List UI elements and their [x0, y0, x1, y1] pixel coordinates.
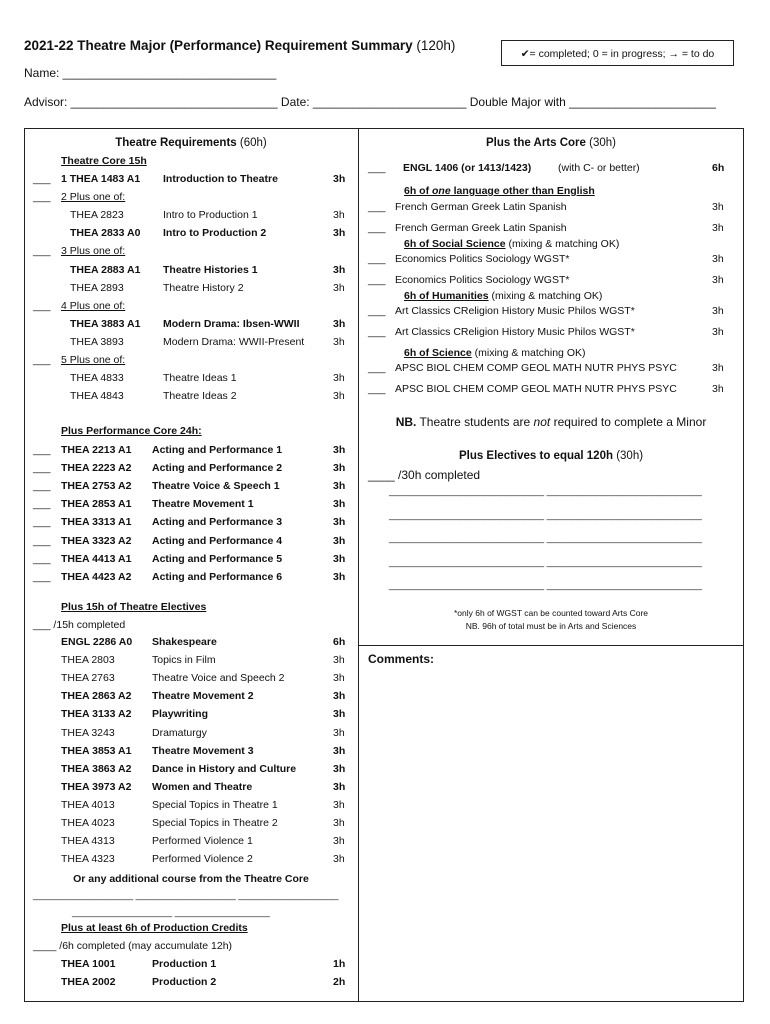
- course-name: Theatre Voice & Speech 1: [152, 480, 280, 493]
- theatre-core-heading: Theatre Core 15h: [61, 155, 147, 167]
- course-name: Shakespeare: [152, 636, 217, 648]
- course-code: THEA 2853 A1: [61, 498, 132, 511]
- course-code: THEA 4833: [70, 372, 124, 385]
- course-hours: 2h: [333, 976, 346, 988]
- course-options: Economics Politics Sociology WGST*: [395, 274, 570, 286]
- arts-core-heading: Plus the Arts Core (30h): [486, 137, 616, 149]
- checkbox-blank[interactable]: ___: [368, 201, 386, 213]
- course-code: THEA 2002: [61, 976, 116, 988]
- course-hours: 3h: [333, 690, 346, 703]
- course-code: THEA 3883 A1: [70, 317, 141, 330]
- course-hours: 3h: [333, 762, 346, 775]
- course-hours: 3h: [712, 305, 724, 317]
- course-hours: 3h: [333, 209, 345, 222]
- course-hours: 3h: [333, 462, 346, 475]
- course-options: French German Greek Latin Spanish: [395, 222, 567, 234]
- course-code: THEA 2753 A2: [61, 480, 132, 493]
- electives-120h-heading: Plus Electives to equal 120h (30h): [458, 450, 644, 462]
- course-hours: 3h: [333, 227, 346, 240]
- checkbox-blank[interactable]: ___: [33, 552, 51, 565]
- course-hours: 3h: [333, 654, 345, 667]
- course-name: Acting and Performance 4: [152, 534, 283, 547]
- checkbox-blank[interactable]: ___: [368, 274, 386, 286]
- course-name: Theatre Histories 1: [163, 263, 258, 276]
- additional-course-note: Or any additional course from the Theatre Core: [73, 873, 309, 885]
- course-code: 2 Plus one of:: [61, 191, 126, 204]
- course-hours: 3h: [712, 201, 724, 213]
- course-hours: 3h: [333, 317, 346, 330]
- course-hours: 1h: [333, 958, 346, 970]
- course-code: THEA 3853 A1: [61, 744, 132, 757]
- course-code: THEA 2803: [61, 654, 115, 667]
- checkbox-blank[interactable]: ___: [33, 480, 51, 493]
- status-legend: ✔= completed; 0 = in progress; → = to do: [501, 40, 734, 66]
- checkbox-blank[interactable]: ___: [33, 444, 51, 456]
- name-field[interactable]: Name: ________________________________: [24, 66, 277, 80]
- course-options: APSC BIOL CHEM COMP GEOL MATH NUTR PHYS PSYC: [395, 362, 677, 374]
- course-options: Art Classics CReligion History Music Philos WGST*: [395, 305, 635, 317]
- course-hours: 3h: [333, 853, 345, 866]
- advisor-date-double-major-line[interactable]: Advisor: _______________________________ Date: _______________________ Double Major with ______________________: [24, 95, 716, 109]
- course-hours: 3h: [333, 498, 346, 511]
- course-name: Theatre Movement 3: [152, 744, 254, 757]
- electives-30h-completed-field[interactable]: ____ /30h completed: [368, 468, 481, 482]
- course-hours: 3h: [333, 480, 346, 493]
- course-hours: 6h: [333, 636, 346, 648]
- course-note: (with C- or better): [558, 162, 640, 174]
- course-hours: 3h: [712, 222, 724, 234]
- course-code: THEA 3313 A1: [61, 516, 132, 529]
- course-code: 5 Plus one of:: [61, 354, 126, 366]
- checkbox-blank[interactable]: ___: [368, 326, 386, 338]
- elective-blank-line[interactable]: _______________________________ _______________________________: [389, 509, 702, 520]
- comments-divider: [358, 645, 744, 646]
- course-name: Special Topics in Theatre 1: [152, 798, 278, 811]
- course-name: Women and Theatre: [152, 780, 253, 793]
- elective-blank-line[interactable]: _______________________________ _______________________________: [389, 580, 702, 590]
- course-code: THEA 2213 A1: [61, 444, 132, 456]
- comments-label: Comments:: [368, 652, 435, 666]
- course-name: Intro to Production 1: [163, 209, 258, 222]
- performance-core-heading: Plus Performance Core 24h:: [61, 425, 202, 437]
- checkbox-blank[interactable]: ___: [33, 299, 51, 312]
- course-code: THEA 4013: [61, 798, 115, 811]
- checkbox-blank[interactable]: ___: [33, 570, 51, 583]
- checkbox-blank[interactable]: ___: [33, 191, 51, 204]
- course-code: THEA 1001: [61, 958, 116, 970]
- course-code: THEA 4413 A1: [61, 552, 132, 565]
- elective-blank-line[interactable]: _______________________________ _______________________________: [389, 556, 702, 567]
- course-hours: 3h: [333, 672, 345, 685]
- production-credits-heading: Plus at least 6h of Production Credits: [61, 922, 248, 934]
- course-name: Production 1: [152, 958, 217, 970]
- course-name: Modern Drama: Ibsen-WWII: [163, 317, 300, 330]
- course-name: Special Topics in Theatre 2: [152, 817, 278, 829]
- course-options: French German Greek Latin Spanish: [395, 201, 567, 213]
- elective-blank-line[interactable]: _______________________________ _______________________________: [389, 533, 702, 543]
- course-name: Performed Violence 2: [152, 853, 253, 866]
- minor-note: NB. Theatre students are not required to complete a Minor: [395, 415, 707, 429]
- course-code: THEA 4323: [61, 853, 115, 866]
- course-code: 3 Plus one of:: [61, 245, 126, 258]
- course-hours: 3h: [333, 798, 345, 811]
- course-code: ENGL 2286 A0: [61, 636, 133, 648]
- course-hours: 3h: [333, 534, 346, 547]
- course-code: ENGL 1406 (or 1413/1423): [403, 162, 532, 174]
- course-hours: 3h: [333, 516, 346, 529]
- course-name: Acting and Performance 2: [152, 462, 283, 475]
- production-completed-field[interactable]: ____ /6h completed (may accumulate 12h): [33, 940, 233, 952]
- theatre-requirements-heading: Theatre Requirements (60h): [115, 137, 267, 149]
- course-hours: 3h: [333, 708, 346, 721]
- course-name: Dramaturgy: [152, 726, 207, 739]
- course-name: Theatre Movement 1: [152, 498, 254, 511]
- course-code: THEA 4313: [61, 835, 115, 848]
- checkbox-blank[interactable]: ___: [33, 534, 51, 547]
- checkbox-blank[interactable]: ___: [368, 383, 386, 395]
- checkbox-blank[interactable]: ___: [33, 173, 51, 185]
- theatre-electives-heading: Plus 15h of Theatre Electives: [61, 601, 207, 613]
- course-hours: 3h: [333, 744, 346, 757]
- course-name: Performed Violence 1: [152, 835, 253, 848]
- checkbox-blank[interactable]: ___: [33, 516, 51, 529]
- checkbox-blank[interactable]: ___: [368, 305, 386, 317]
- course-name: Intro to Production 2: [163, 227, 267, 240]
- checkbox-blank[interactable]: ___: [33, 354, 51, 366]
- course-hours: 3h: [712, 253, 724, 265]
- language-heading: 6h of one language other than English: [404, 185, 595, 197]
- additional-course-blank-2[interactable]: ____________________ ___________________: [72, 907, 270, 917]
- course-hours: 3h: [333, 335, 345, 348]
- course-name: Acting and Performance 1: [152, 444, 283, 456]
- course-code: THEA 3973 A2: [61, 780, 132, 793]
- course-code: THEA 2833 A0: [70, 227, 141, 240]
- science-heading: 6h of Science (mixing & matching OK): [404, 347, 586, 359]
- course-name: Theatre Voice and Speech 2: [152, 672, 285, 685]
- course-code: THEA 2863 A2: [61, 690, 132, 703]
- course-name: Acting and Performance 3: [152, 516, 283, 529]
- course-name: Acting and Performance 5: [152, 552, 283, 565]
- course-hours: 3h: [333, 263, 346, 276]
- course-hours: 3h: [712, 274, 724, 286]
- checkbox-blank[interactable]: ___: [33, 498, 51, 511]
- course-hours: 3h: [333, 390, 345, 403]
- checkbox-blank[interactable]: ___: [33, 462, 51, 475]
- course-name: Playwriting: [152, 708, 209, 721]
- course-name: Dance in History and Culture: [152, 762, 297, 775]
- checkbox-blank[interactable]: ___: [368, 253, 386, 265]
- checkbox-blank[interactable]: ___: [33, 245, 51, 258]
- course-name: Theatre History 2: [163, 281, 244, 294]
- course-name: Introduction to Theatre: [163, 173, 278, 185]
- column-divider: [358, 128, 359, 1002]
- course-code: THEA 3863 A2: [61, 762, 132, 775]
- course-hours: 6h: [712, 162, 725, 174]
- wgst-footnote: *only 6h of WGST can be counted toward Arts Core: [453, 608, 649, 618]
- course-hours: 3h: [333, 552, 346, 565]
- course-hours: 3h: [333, 570, 346, 583]
- elective-blank-line[interactable]: _______________________________ _______________________________: [389, 486, 702, 496]
- course-code: THEA 3893: [70, 335, 124, 348]
- course-name: Theatre Ideas 2: [163, 390, 237, 403]
- course-code: THEA 2223 A2: [61, 462, 132, 475]
- additional-course-blank-1[interactable]: ____________________ ____________________ ____________________: [33, 890, 339, 900]
- course-code: THEA 4423 A2: [61, 570, 132, 583]
- humanities-heading: 6h of Humanities (mixing & matching OK): [404, 290, 603, 302]
- course-code: THEA 2893: [70, 281, 124, 294]
- course-code: THEA 2883 A1: [70, 263, 141, 276]
- course-options: APSC BIOL CHEM COMP GEOL MATH NUTR PHYS PSYC: [395, 383, 677, 395]
- electives-completed-field[interactable]: ___ /15h completed: [33, 619, 126, 631]
- course-code: THEA 2823: [70, 209, 124, 222]
- course-hours: 3h: [712, 326, 724, 338]
- course-name: Production 2: [152, 976, 217, 988]
- course-code: THEA 2763: [61, 672, 115, 685]
- checkbox-blank[interactable]: ___: [368, 222, 386, 234]
- checkbox-blank[interactable]: ___: [368, 362, 386, 374]
- arts-sciences-footnote: NB. 96h of total must be in Arts and Sciences: [465, 621, 637, 631]
- course-code: THEA 4023: [61, 817, 115, 829]
- course-hours: 3h: [712, 383, 724, 395]
- course-name: Topics in Film: [152, 654, 216, 667]
- course-options: Art Classics CReligion History Music Philos WGST*: [395, 326, 635, 338]
- course-hours: 3h: [333, 281, 345, 294]
- course-hours: 3h: [333, 817, 345, 829]
- course-name: Acting and Performance 6: [152, 570, 283, 583]
- course-hours: 3h: [712, 362, 724, 374]
- course-code: THEA 4843: [70, 390, 124, 403]
- checkbox-blank[interactable]: ___: [368, 162, 386, 174]
- course-options: Economics Politics Sociology WGST*: [395, 253, 570, 265]
- course-name: Modern Drama: WWII-Present: [163, 335, 305, 348]
- course-code: THEA 3243: [61, 726, 115, 739]
- course-hours: 3h: [333, 835, 345, 848]
- course-hours: 3h: [333, 444, 346, 456]
- course-code: THEA 3323 A2: [61, 534, 132, 547]
- course-hours: 3h: [333, 780, 346, 793]
- course-code: THEA 3133 A2: [61, 708, 132, 721]
- social-science-heading: 6h of Social Science (mixing & matching OK): [404, 238, 620, 250]
- course-hours: 3h: [333, 726, 345, 739]
- course-hours: 3h: [333, 372, 345, 385]
- course-code: 1 THEA 1483 A1: [61, 173, 141, 185]
- course-hours: 3h: [333, 173, 346, 185]
- course-name: Theatre Ideas 1: [163, 372, 237, 385]
- course-name: Theatre Movement 2: [152, 690, 254, 703]
- page-title: 2021-22 Theatre Major (Performance) Requirement Summary (120h): [24, 38, 456, 53]
- course-code: 4 Plus one of:: [61, 299, 126, 312]
